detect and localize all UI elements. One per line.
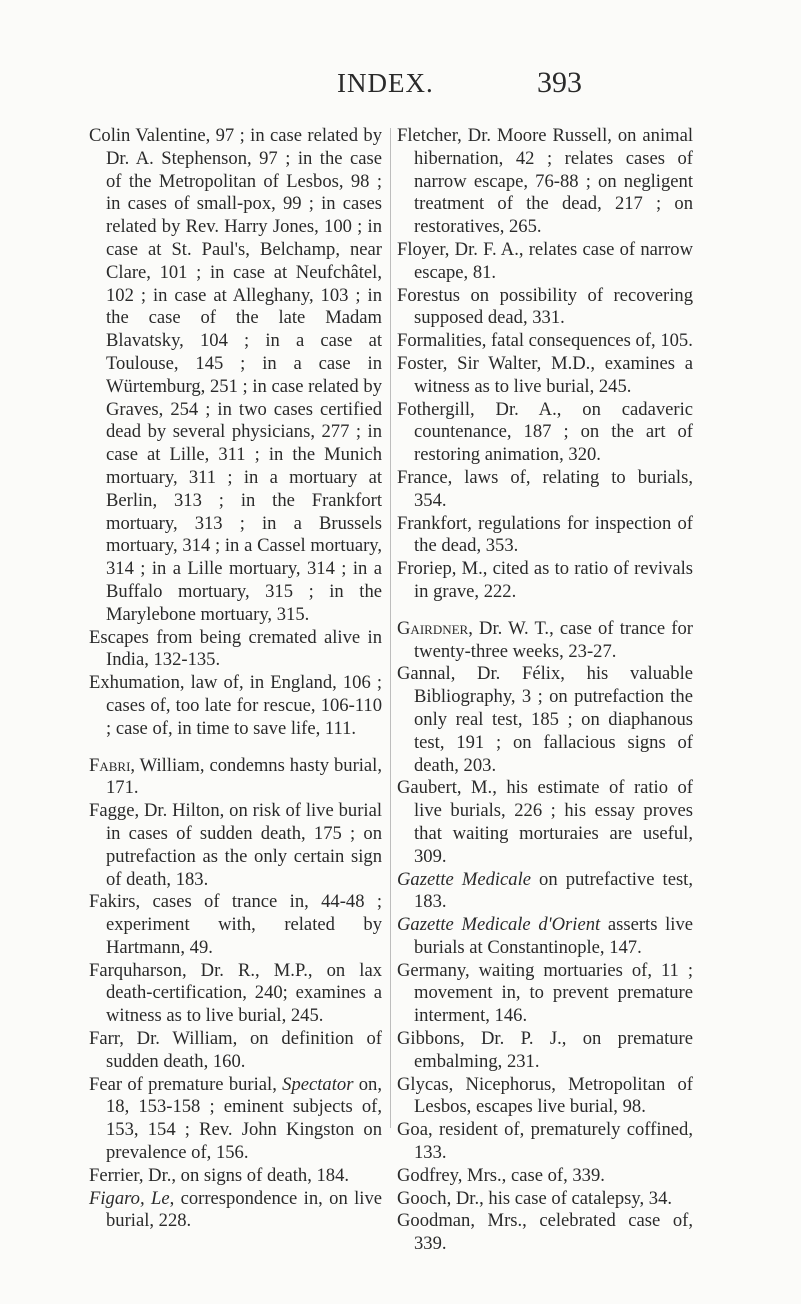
entry-lead: Godfrey, Mrs., case of, 339. xyxy=(397,1164,605,1186)
entry-lead: Gannal, Dr. Félix, his valuable Bibliography, 3 ; on putrefaction the only real test, 185 ; on diaphanous test, 191 ; on fallacious signs of death, 203. xyxy=(397,663,693,776)
entry-lead: Escapes from being cremated alive in India, 132-135. xyxy=(89,626,382,671)
index-entry xyxy=(89,125,382,627)
entry-lead: Fothergill, Dr. A., on cadaveric countenance, 187 ; on the art of restoring animation, 320. xyxy=(397,398,693,466)
index-entry xyxy=(397,1074,693,1120)
entry-lead: Colin Valentine, 97 ; in case related by Dr. A. Stephenson, 97 ; in the case of the Metropolitan of Lesbos, 98 ; in cases of small-pox, 99 ; in cases related by Rev. Harry Jones, 100 ; in case at St. Paul's, Belchamp, near Clare, 101 ; in case at Neufchâtel, 102 ; in case at Alleghany, 103 ; in the case of the late Madam Blavatsky, 104 ; in a case at Toulouse, 145 ; in a case in Würtemburg, 251 ; in case related by Graves, 254 ; in two cases certified dead by several physicians, 277 ; in case at Lille, 311 ; in the Munich mortuary, 311 ; in a mortuary at Berlin, 313 ; in the Frankfort mortuary, 313 ; in a Brussels mortuary, 314 ; in a Cassel mortuary, 314 ; in a Lille mortuary, 314 ; in a Buffalo mortuary, 315 ; in the Marylebone mortuary, 315. xyxy=(89,125,382,625)
index-entry xyxy=(397,1210,693,1256)
entry-lead: Fakirs, cases of trance in, 44-48 ; experiment with, related by Hartmann, 49. xyxy=(89,891,382,958)
entry-lead: Exhumation, law of, in England, 106 ; cases of, too late for rescue, 106-110 ; case of, in time to save life, 111. xyxy=(89,672,382,739)
entry-rest: asserts live burials at Constantinople, 147. xyxy=(414,914,693,958)
entry-ital: Spectator xyxy=(282,1073,354,1095)
index-entry xyxy=(89,800,382,891)
entry-lead: Fagge, Dr. Hilton, on risk of live burial in cases of sudden death, 175 ; on putrefaction as the only certain sign of death, 183. xyxy=(89,800,382,890)
index-entry xyxy=(397,399,693,467)
entry-rest: , William, condemns hasty burial, 171. xyxy=(106,754,382,799)
index-entry xyxy=(397,513,693,559)
entry-lead: Fletcher, Dr. Moore Russell, on animal hibernation, 42 ; relates cases of narrow escape, 76-88 ; on negligent treatment of the dead, 217 ; on restoratives, 265. xyxy=(397,125,693,238)
page-header xyxy=(0,68,801,108)
index-entry xyxy=(397,663,693,777)
index-entry xyxy=(397,914,693,960)
entry-lead: Floyer, Dr. F. A., relates case of narrow escape, 81. xyxy=(397,238,693,283)
entry-ital: Figaro, Le xyxy=(89,1187,170,1209)
index-entry xyxy=(89,672,382,740)
entry-lead: Germany, waiting mortuaries of, 11 ; movement in, to prevent premature interment, 146. xyxy=(397,959,693,1027)
index-entry xyxy=(397,1165,693,1188)
index-entry xyxy=(397,239,693,285)
entry-rest: , correspondence in, on live burial, 228. xyxy=(106,1187,382,1232)
entry-sc: Fabri xyxy=(89,754,131,776)
page-number: 393 xyxy=(537,66,582,99)
index-entry xyxy=(89,891,382,959)
column-divider xyxy=(390,128,391,1128)
index-entry xyxy=(397,1119,693,1165)
entry-lead: Gooch, Dr., his case of catalepsy, 34. xyxy=(397,1187,673,1209)
entry-ital: Gazette Medicale xyxy=(397,868,532,890)
entry-lead: France, laws of, relating to burials, 354. xyxy=(397,466,693,511)
left-column xyxy=(89,125,382,1233)
entry-lead: Glycas, Nicephorus, Metropolitan of Lesbos, escapes live burial, 98. xyxy=(397,1073,693,1118)
index-entry xyxy=(397,285,693,331)
right-column xyxy=(397,125,693,1256)
entry-lead: Farquharson, Dr. R., M.P., on lax death-certification, 240; examines a witness as to live burial, 245. xyxy=(89,959,382,1027)
entry-rest: on, 18, 153-158 ; eminent subjects of, 153, 154 ; Rev. John Kingston on prevalence of, 156. xyxy=(106,1073,382,1164)
entry-ital: Gazette Medicale d'Orient xyxy=(397,914,601,936)
entry-lead: Gaubert, M., his estimate of ratio of live burials, 226 ; his essay proves that waiting morturaies are useful, 309. xyxy=(397,777,693,867)
entry-lead: Farr, Dr. William, on definition of sudden death, 160. xyxy=(89,1028,382,1072)
index-entry xyxy=(397,618,693,664)
index-entry xyxy=(89,1188,382,1234)
entry-rest: , Dr. W. T., case of trance for twenty-three weeks, 23-27. xyxy=(414,617,693,662)
entry-lead: Goodman, Mrs., celebrated case of, 339. xyxy=(397,1210,693,1255)
index-entry xyxy=(397,125,693,239)
entry-lead: Frankfort, regulations for inspection of the dead, 353. xyxy=(397,512,693,557)
index-entry xyxy=(89,1165,382,1188)
entry-lead: Fear of premature burial, xyxy=(89,1073,283,1095)
index-entry xyxy=(89,1028,382,1074)
index-entry xyxy=(397,558,693,604)
entry-rest: on putrefactive test, 183. xyxy=(414,868,693,913)
entry-lead: Froriep, M., cited as to ratio of revivals in grave, 222. xyxy=(397,558,693,602)
entry-lead: Goa, resident of, prematurely coffined, 133. xyxy=(397,1119,693,1164)
index-entry xyxy=(397,1188,693,1211)
entry-sc: Gairdner xyxy=(397,617,469,639)
page-title: INDEX. xyxy=(337,68,434,98)
entry-lead: Formalities, fatal consequences of, 105. xyxy=(397,330,693,352)
index-entry xyxy=(89,627,382,673)
entry-lead: Gibbons, Dr. P. J., on premature embalming, 231. xyxy=(397,1028,693,1072)
index-entry xyxy=(397,777,693,868)
index-entry xyxy=(89,755,382,801)
entry-lead: Forestus on possibility of recovering supposed dead, 331. xyxy=(397,284,693,329)
index-entry xyxy=(397,960,693,1028)
index-entry xyxy=(397,467,693,513)
index-entry xyxy=(397,1028,693,1074)
entry-lead: Ferrier, Dr., on signs of death, 184. xyxy=(89,1164,350,1186)
index-entry xyxy=(397,353,693,399)
index-entry xyxy=(89,1074,382,1165)
entry-lead: Foster, Sir Walter, M.D., examines a witness as to live burial, 245. xyxy=(397,352,693,397)
index-entry xyxy=(89,960,382,1028)
index-entry xyxy=(397,869,693,915)
index-entry xyxy=(397,330,693,353)
